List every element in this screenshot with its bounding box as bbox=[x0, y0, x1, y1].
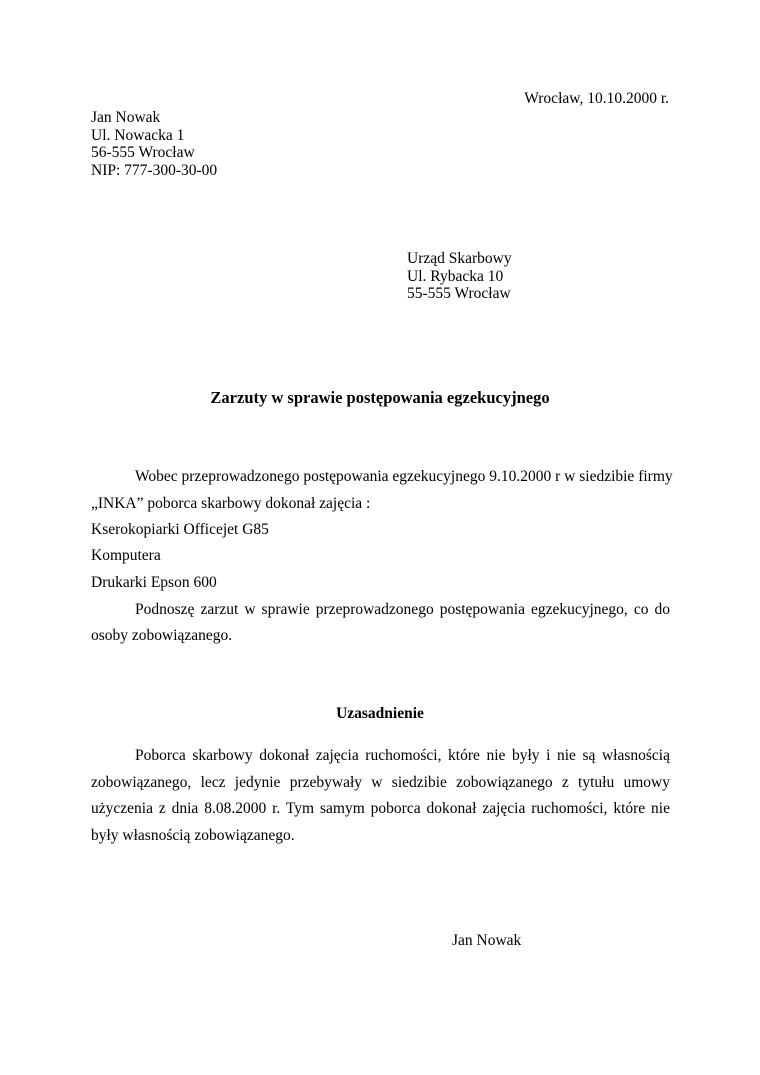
document-title: Zarzuty w sprawie postępowania egzekucyjnego bbox=[210, 388, 550, 407]
paragraph-2-line-1: Podnoszę zarzut w sprawie przeprowadzonego postępowania egzekucyjnego, co do bbox=[135, 601, 670, 618]
paragraph-1-line-1: Wobec przeprowadzonego postępowania egzekucyjnego 9.10.2000 r w siedzibie firmy bbox=[135, 468, 673, 485]
recipient-address bbox=[407, 250, 512, 303]
justification-line-1: Poborca skarbowy dokonał zajęcia ruchomości, które nie były i nie są własnością bbox=[135, 747, 670, 764]
paragraph-2-line-2: osoby zobowiązanego. bbox=[91, 627, 233, 644]
paragraph-1-line-2: „INKA” poborca skarbowy dokonał zajęcia : bbox=[91, 495, 371, 512]
recipient-name: Urząd Skarbowy bbox=[407, 250, 512, 267]
sender-nip: NIP: 777-300-30-00 bbox=[91, 161, 218, 179]
place-date: Wrocław, 10.10.2000 r. bbox=[524, 90, 669, 107]
sender-street: Ul. Nowacka 1 bbox=[91, 126, 185, 144]
justification-line-3: użyczenia z dnia 8.08.2000 r. Tym samym poborca dokonał zajęcia ruchomości, które nie bbox=[91, 800, 670, 817]
justification-line-2: zobowiązanego, lecz jedynie przebywały w siedzibie zobowiązanego z tytułu umowy bbox=[91, 774, 670, 791]
sender-name: Jan Nowak bbox=[91, 109, 161, 126]
sender-city: 56-555 Wrocław bbox=[91, 144, 195, 161]
seized-item: Drukarki Epson 600 bbox=[91, 574, 217, 591]
recipient-city: 55-555 Wrocław bbox=[407, 285, 511, 302]
sender-address bbox=[91, 109, 217, 179]
recipient-street: Ul. Rybacka 10 bbox=[407, 267, 504, 285]
signature: Jan Nowak bbox=[452, 932, 522, 949]
seized-item: Kserokopiarki Officejet G85 bbox=[91, 521, 269, 538]
justification-line-4: były własnością zobowiązanego. bbox=[91, 827, 295, 844]
section-heading: Uzasadnienie bbox=[336, 705, 424, 722]
seized-item: Komputera bbox=[91, 547, 161, 564]
